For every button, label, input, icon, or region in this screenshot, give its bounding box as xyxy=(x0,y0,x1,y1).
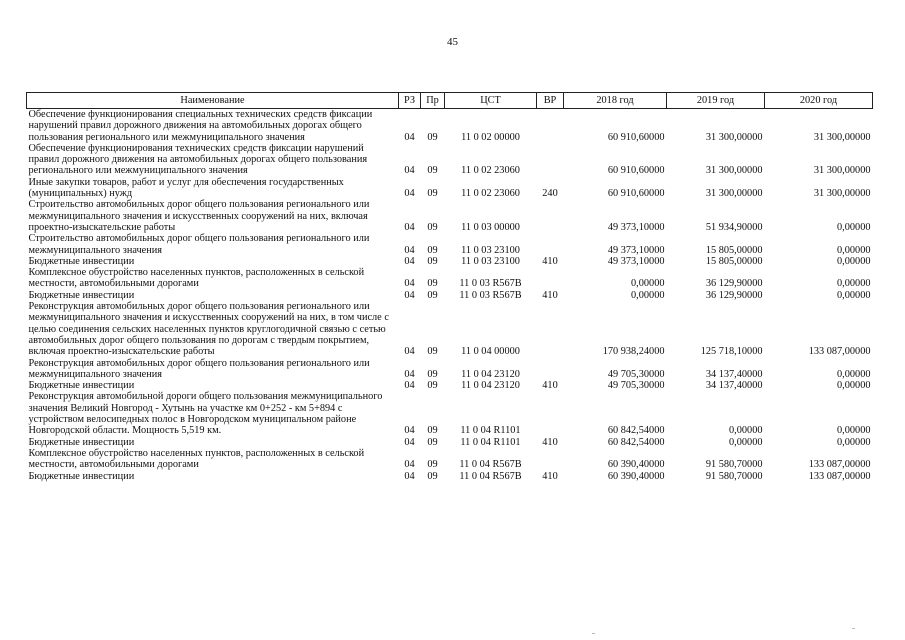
row-2018: 60 910,60000 xyxy=(607,131,665,143)
row-2018: 49 373,10000 xyxy=(607,255,665,267)
row-vr xyxy=(537,358,564,381)
header-2018: 2018 год xyxy=(564,93,667,109)
row-rz: 04 xyxy=(404,436,415,448)
row-2020: 0,00000 xyxy=(837,278,871,290)
row-name: Строительство автомобильных дорог общего пользования регионального или межмуниципального значения xyxy=(28,233,370,256)
row-2019: 91 580,70000 xyxy=(705,459,763,471)
row-2019: 31 300,00000 xyxy=(705,131,763,143)
row-rz: 04 xyxy=(404,278,415,290)
row-vr: 410 xyxy=(542,470,558,482)
row-pr: 09 xyxy=(427,425,438,437)
row-2018: 60 842,54000 xyxy=(607,436,665,448)
row-name: Реконструкция автомобильных дорог общего пользования регионального или межмуниципального значения xyxy=(28,357,370,380)
table-row xyxy=(27,391,873,436)
row-2019: 91 580,70000 xyxy=(705,470,763,482)
row-2020: 0,00000 xyxy=(837,425,871,437)
row-pr: 09 xyxy=(427,380,438,392)
row-vr xyxy=(537,391,564,436)
row-cst: 11 0 03 R567B xyxy=(459,278,522,290)
row-pr: 09 xyxy=(427,289,438,301)
row-2020: 0,00000 xyxy=(837,255,871,267)
row-2020: 31 300,00000 xyxy=(813,188,871,200)
row-name: Бюджетные инвестиции xyxy=(28,470,135,482)
row-pr: 09 xyxy=(427,346,438,358)
row-cst: 11 0 04 00000 xyxy=(461,346,520,358)
row-pr: 09 xyxy=(427,278,438,290)
header-pr: Пр xyxy=(421,93,445,109)
header-cst: ЦСТ xyxy=(445,93,537,109)
row-name: Реконструкция автомобильной дороги общего пользования межмуниципального значения Великий Новгород - Хутынь на участке км 0+252 - км 5+894 с устройством велосипедных полос в Новгородском муниципальном районе Новгородской области. Мощность 5,519 км. xyxy=(28,391,383,437)
table-row xyxy=(27,199,873,233)
table-row xyxy=(27,290,873,301)
row-rz: 04 xyxy=(404,425,415,437)
row-2020: 31 300,00000 xyxy=(813,131,871,143)
row-cst: 11 0 02 23060 xyxy=(461,188,520,200)
row-2019: 31 300,00000 xyxy=(705,165,763,177)
row-rz: 04 xyxy=(404,165,415,177)
row-pr: 09 xyxy=(427,470,438,482)
row-2019: 125 718,10000 xyxy=(700,346,763,358)
row-vr: 240 xyxy=(542,188,558,200)
row-rz: 04 xyxy=(404,470,415,482)
row-2019: 0,00000 xyxy=(729,436,763,448)
budget-table xyxy=(26,92,873,482)
table-row xyxy=(27,358,873,381)
row-vr: 410 xyxy=(542,380,558,392)
row-2018: 49 705,30000 xyxy=(607,380,665,392)
row-2018: 60 910,60000 xyxy=(607,165,665,177)
row-cst: 11 0 03 23100 xyxy=(461,244,520,256)
row-cst: 11 0 04 R1101 xyxy=(460,436,521,448)
row-2018: 0,00000 xyxy=(631,278,665,290)
row-name: Бюджетные инвестиции xyxy=(28,436,135,448)
row-pr: 09 xyxy=(427,459,438,471)
row-2018: 60 910,60000 xyxy=(607,188,665,200)
table-row xyxy=(27,256,873,267)
row-cst: 11 0 04 R1101 xyxy=(460,425,521,437)
row-cst: 11 0 04 R567B xyxy=(459,459,522,471)
table-row xyxy=(27,267,873,290)
row-2019: 15 805,00000 xyxy=(705,255,763,267)
row-2020: 0,00000 xyxy=(837,289,871,301)
table-row xyxy=(27,177,873,200)
row-rz: 04 xyxy=(404,346,415,358)
row-pr: 09 xyxy=(427,436,438,448)
table-row xyxy=(27,233,873,256)
row-2019: 51 934,90000 xyxy=(705,221,763,233)
row-name: Комплексное обустройство населенных пунктов, расположенных в сельской местности, автомобильными дорогами xyxy=(28,267,365,290)
row-2020: 0,00000 xyxy=(837,368,871,380)
row-2019: 0,00000 xyxy=(729,425,763,437)
row-name: Бюджетные инвестиции xyxy=(28,289,135,301)
row-2018: 0,00000 xyxy=(631,289,665,301)
row-pr: 09 xyxy=(427,131,438,143)
row-vr xyxy=(537,448,564,471)
row-2020: 31 300,00000 xyxy=(813,165,871,177)
row-2018: 60 842,54000 xyxy=(607,425,665,437)
row-cst: 11 0 03 R567B xyxy=(459,289,522,301)
row-name: Бюджетные инвестиции xyxy=(28,380,135,392)
row-vr xyxy=(537,143,564,177)
row-2018: 49 705,30000 xyxy=(607,368,665,380)
row-2018: 60 390,40000 xyxy=(607,470,665,482)
row-2018: 60 390,40000 xyxy=(607,459,665,471)
row-2019: 36 129,90000 xyxy=(705,278,763,290)
row-rz: 04 xyxy=(404,459,415,471)
row-name: Иные закупки товаров, работ и услуг для обеспечения государственных (муниципальных) нужд xyxy=(28,176,344,200)
row-cst: 11 0 04 R567B xyxy=(459,470,522,482)
row-cst: 11 0 02 00000 xyxy=(461,131,520,143)
row-rz: 04 xyxy=(404,368,415,380)
row-name: Реконструкция автомобильных дорог общего пользования регионального или межмуниципального значения и искусственных сооружений на них, в том числе с целью соединения сельских населенных пунктов круглогодичной связью с сетью автомобильных дорог общего пользования по дорогам с твердым покрытием, включая проектно-изыскательские работы xyxy=(28,301,389,358)
table-row xyxy=(27,437,873,448)
scan-artifact xyxy=(852,628,855,629)
row-2020: 133 087,00000 xyxy=(808,470,871,482)
row-rz: 04 xyxy=(404,244,415,256)
row-vr xyxy=(537,199,564,233)
row-2019: 15 805,00000 xyxy=(705,244,763,256)
row-rz: 04 xyxy=(404,188,415,200)
row-vr: 410 xyxy=(542,436,558,448)
row-rz: 04 xyxy=(404,380,415,392)
row-vr xyxy=(537,301,564,357)
row-pr: 09 xyxy=(427,188,438,200)
header-name: Наименование xyxy=(27,93,399,109)
row-cst: 11 0 04 23120 xyxy=(461,380,520,392)
header-2020: 2020 год xyxy=(765,93,873,109)
row-2018: 49 373,10000 xyxy=(607,221,665,233)
row-2018: 49 373,10000 xyxy=(607,244,665,256)
table-row xyxy=(27,471,873,482)
table-header-row xyxy=(27,93,873,109)
header-rz: РЗ xyxy=(399,93,421,109)
header-2019: 2019 год xyxy=(667,93,765,109)
scan-artifact xyxy=(592,633,595,634)
row-pr: 09 xyxy=(427,368,438,380)
row-cst: 11 0 02 23060 xyxy=(461,165,520,177)
row-2020: 0,00000 xyxy=(837,244,871,256)
row-vr xyxy=(537,267,564,290)
row-2019: 34 137,40000 xyxy=(705,368,763,380)
row-name: Обеспечение функционирования технических средств фиксации нарушений правил дорожного движения на автомобильных дорогах общего пользования регионального или межмуниципального значения xyxy=(28,142,368,177)
row-rz: 04 xyxy=(404,131,415,143)
row-2019: 36 129,90000 xyxy=(705,289,763,301)
row-2019: 34 137,40000 xyxy=(705,380,763,392)
row-cst: 11 0 03 00000 xyxy=(461,221,520,233)
row-vr: 410 xyxy=(542,255,558,267)
header-vr: ВР xyxy=(537,93,564,109)
row-pr: 09 xyxy=(427,255,438,267)
table-row xyxy=(27,380,873,391)
page-number: 45 xyxy=(447,36,458,48)
row-name: Обеспечение функционирования специальных технических средств фиксации нарушений правил дорожного движения на автомобильных дорогах общего пользования регионального или межмуниципального значения xyxy=(28,109,373,143)
row-2020: 0,00000 xyxy=(837,380,871,392)
row-rz: 04 xyxy=(404,255,415,267)
table-row xyxy=(27,109,873,143)
table-row xyxy=(27,143,873,177)
row-2020: 133 087,00000 xyxy=(808,346,871,358)
row-cst: 11 0 04 23120 xyxy=(461,368,520,380)
row-2020: 0,00000 xyxy=(837,221,871,233)
row-name: Строительство автомобильных дорог общего пользования регионального или межмуниципального значения и искусственных сооружений на них, включая проектно-изыскательские работы xyxy=(28,199,370,233)
row-pr: 09 xyxy=(427,165,438,177)
row-rz: 04 xyxy=(404,221,415,233)
row-name: Бюджетные инвестиции xyxy=(28,255,135,267)
row-2018: 170 938,24000 xyxy=(602,346,665,358)
row-2019: 31 300,00000 xyxy=(705,188,763,200)
row-2020: 0,00000 xyxy=(837,436,871,448)
row-vr: 410 xyxy=(542,289,558,301)
table-row xyxy=(27,448,873,471)
row-pr: 09 xyxy=(427,244,438,256)
table-row xyxy=(27,301,873,357)
row-pr: 09 xyxy=(427,221,438,233)
row-vr xyxy=(537,233,564,256)
row-name: Комплексное обустройство населенных пунктов, расположенных в сельской местности, автомобильными дорогами xyxy=(28,447,365,471)
row-rz: 04 xyxy=(404,289,415,301)
row-vr xyxy=(537,109,564,143)
row-2020: 133 087,00000 xyxy=(808,459,871,471)
row-cst: 11 0 03 23100 xyxy=(461,255,520,267)
